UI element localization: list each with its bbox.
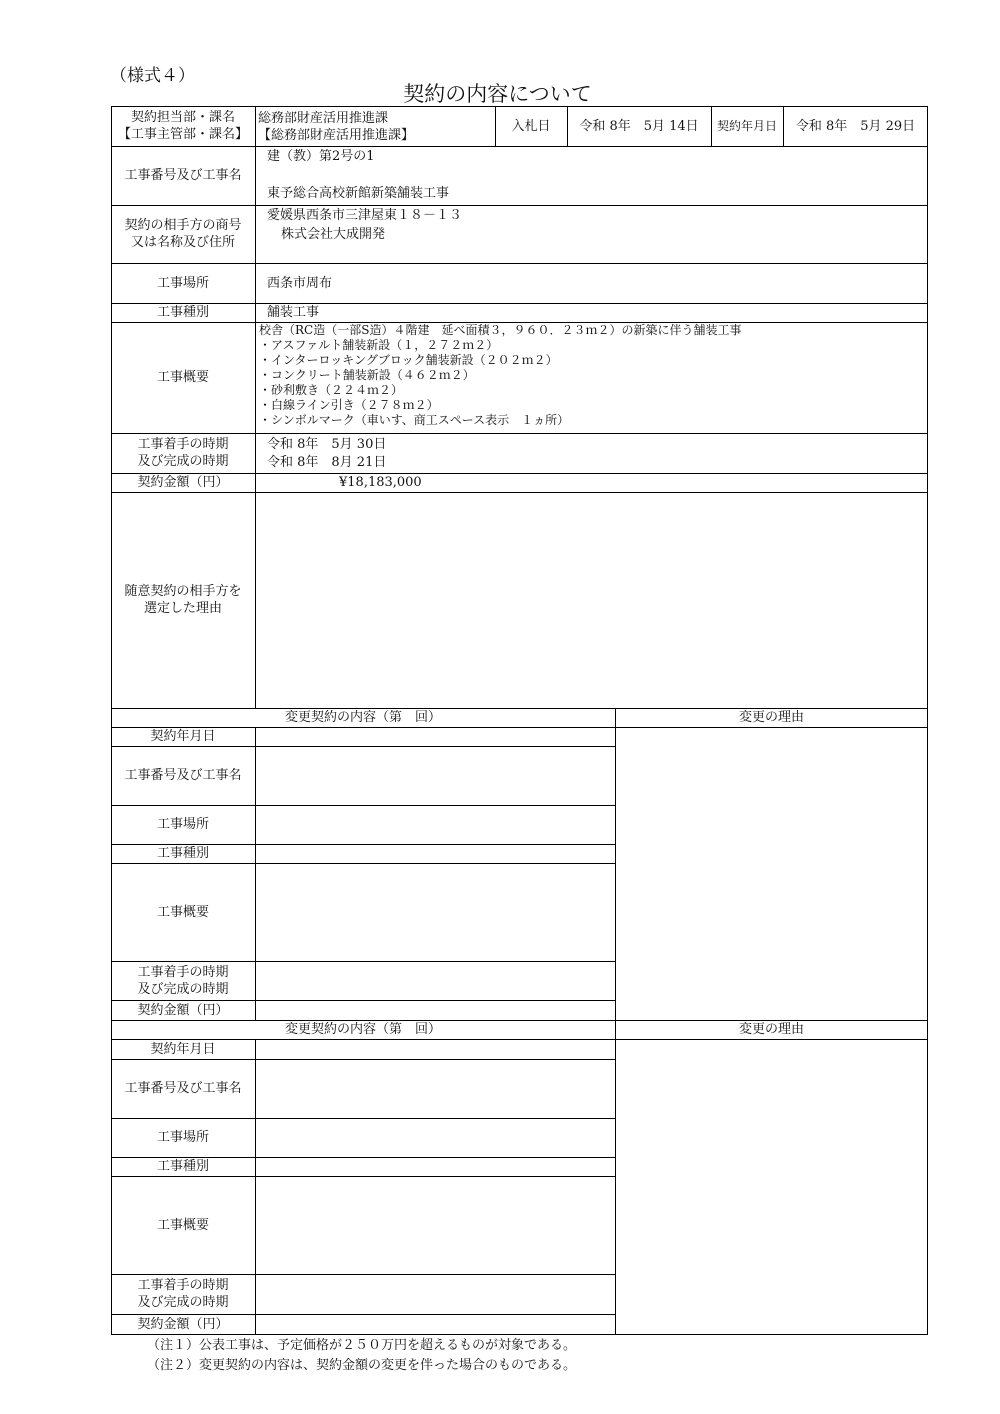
change-2-period-label: 工事着手の時期 及び完成の時期 xyxy=(137,1278,229,1310)
note-2: （注２）変更契約の内容は、契約金額の変更を伴った場合のものである。 xyxy=(147,1358,577,1373)
change-1-date-label: 契約年月日 xyxy=(150,729,216,744)
change-1-reason-header: 変更の理由 xyxy=(738,710,804,725)
change-1-place-label: 工事場所 xyxy=(156,817,209,832)
change-2-reason-header: 変更の理由 xyxy=(738,1022,804,1037)
bid-date-label: 入札日 xyxy=(511,118,551,134)
overview-label: 工事概要 xyxy=(156,370,209,385)
place-value: 西条市周布 xyxy=(267,276,333,291)
change-2-work-label: 工事番号及び工事名 xyxy=(124,1081,242,1096)
partner-name: 株式会社大成開発 xyxy=(281,227,386,242)
reason-label: 随意契約の相手方を 選定した理由 xyxy=(124,584,242,616)
contract-date-value: 令和 8年 5月 29日 xyxy=(795,118,916,134)
end-value: 令和 8年 8月 21日 xyxy=(267,455,387,470)
change-2-place-label: 工事場所 xyxy=(156,1130,209,1145)
amount-value: ¥18,183,000 xyxy=(339,475,422,490)
period-label: 工事着手の時期 及び完成の時期 xyxy=(137,437,229,469)
start-value: 令和 8年 5月 30日 xyxy=(267,437,387,452)
type-label: 工事種別 xyxy=(156,305,209,320)
change-1-type-label: 工事種別 xyxy=(156,846,209,861)
page-title: 契約の内容について xyxy=(403,82,592,106)
change-2-type-label: 工事種別 xyxy=(156,1159,209,1174)
change-2-overview-label: 工事概要 xyxy=(156,1217,209,1233)
work-name-value: 東予総合高校新館新築舗装工事 xyxy=(267,186,450,201)
work-no-value: 建（教）第2号の1 xyxy=(267,149,375,164)
overview-text: 校舎（RC造（一部S造）４階建 延べ面積３，９６０．２３ｍ２）の新築に伴う舗装工事 ・アスファルト舗装新設（１，２７２ｍ２） ・インターロッキングブロック舗装新設（２０２ｍ２） ・コンクリート舗装新設（４６２ｍ２） ・砂利敷き（２２４ｍ２） ・白線ライン引き（２７８ｍ２） ・シンボルマーク（車いす、商工スペース表示 １ヵ所） xyxy=(259,323,742,427)
work-no-label: 工事番号及び工事名 xyxy=(124,168,242,183)
change-1-period-label: 工事着手の時期 及び完成の時期 xyxy=(137,964,229,997)
type-value: 舗装工事 xyxy=(267,305,320,320)
bid-date-value: 令和 8年 5月 14日 xyxy=(579,118,699,134)
note-1: （注１）公表工事は、予定価格が２５０万円を超えるものが対象である。 xyxy=(147,1338,577,1353)
change-1-overview-label: 工事概要 xyxy=(156,904,209,920)
change-2-amount-label: 契約金額（円） xyxy=(137,1317,229,1332)
partner-address: 愛媛県西条市三津屋東１８－１３ xyxy=(267,208,463,223)
change-2-header: 変更契約の内容（第 回） xyxy=(284,1022,441,1037)
contract-date-label: 契約年月日 xyxy=(716,118,777,133)
change-1-header: 変更契約の内容（第 回） xyxy=(284,710,441,725)
dept-label: 契約担当部・課名 【工事主管部・課名】 xyxy=(117,110,248,142)
dept-value: 総務部財産活用推進課 【総務部財産活用推進課】 xyxy=(258,111,415,143)
form-label: （様式４） xyxy=(110,66,195,86)
place-label: 工事場所 xyxy=(156,275,209,291)
change-1-amount-label: 契約金額（円） xyxy=(137,1002,229,1018)
amount-label: 契約金額（円） xyxy=(137,475,229,490)
change-1-work-label: 工事番号及び工事名 xyxy=(124,768,242,783)
partner-label: 契約の相手方の商号 又は名称及び住所 xyxy=(124,218,242,250)
change-2-date-label: 契約年月日 xyxy=(150,1041,216,1057)
